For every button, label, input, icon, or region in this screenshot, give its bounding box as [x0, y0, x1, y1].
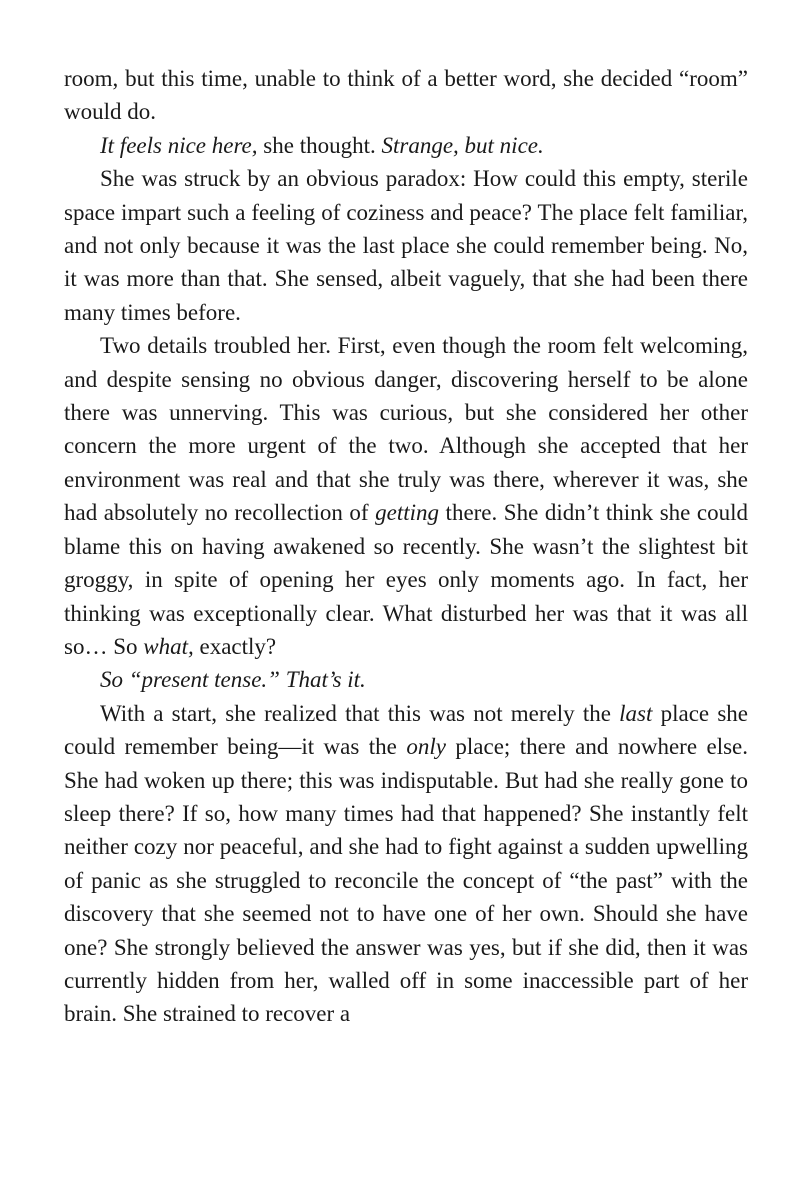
- book-page-text: [64, 62, 748, 1031]
- text-run: She was struck by an obvious paradox: How could this empty, sterile space impart such a feeling of coziness and peace? The place felt familiar, and not only because it was the last place she could remember being. No, it was more than that. She sensed, albeit vaguely, that she had been there many times before.: [64, 166, 748, 325]
- text-run: With a start, she realized that this was not merely the: [100, 700, 620, 726]
- italic-text-run: It feels nice here,: [100, 132, 258, 158]
- text-run: there. She didn’t think she could blame this on having awakened so recently. She wasn’t the slightest bit groggy, in spite of opening her eyes only moments ago. In fact, her thinking was exceptionally clear. What disturbed her was that it was all so… So: [64, 500, 748, 659]
- text-run: exactly?: [193, 633, 277, 659]
- text-run: she thought.: [257, 132, 382, 158]
- italic-text-run: only: [406, 734, 446, 760]
- text-run: Two details troubled her. First, even though the room felt welcoming, and despite sensing no obvious danger, discovering herself to be alone there was unnerving. This was curious, but she considered her other concern the more urgent of the two. Although she accepted that her environment was real and that she truly was there, wherever it was, she had absolutely no recollection of: [64, 333, 748, 526]
- italic-text-run: what,: [143, 633, 194, 659]
- italic-text-run: So “present tense.” That’s it.: [100, 667, 366, 693]
- paragraph-2: [64, 129, 748, 162]
- paragraph-3: [64, 162, 748, 329]
- paragraph-6: [64, 697, 748, 1031]
- paragraph-5: [64, 663, 748, 696]
- italic-text-run: last: [619, 700, 653, 726]
- italic-text-run: Strange, but nice.: [381, 132, 544, 158]
- text-run: room, but this time, unable to think of a better word, she decided “room” would do.: [64, 66, 748, 125]
- text-run: place she could remember being—it was the: [64, 700, 748, 760]
- paragraph-4: [64, 329, 748, 663]
- text-run: place; there and nowhere else. She had woken up there; this was indisputable. But had she really gone to sleep there? If so, how many times had that happened? She instantly felt neither cozy nor peaceful, and she had to fight against a sudden upwelling of panic as she struggled to reconcile the concept of “the past” with the discovery that she seemed not to have one of her own. Should she have one? She strongly believed the answer was yes, but if she did, then it was currently hidden from her, walled off in some inaccessible part of her brain. She strained to recover a: [64, 734, 748, 1027]
- italic-text-run: getting: [375, 500, 440, 526]
- paragraph-1: [64, 62, 748, 129]
